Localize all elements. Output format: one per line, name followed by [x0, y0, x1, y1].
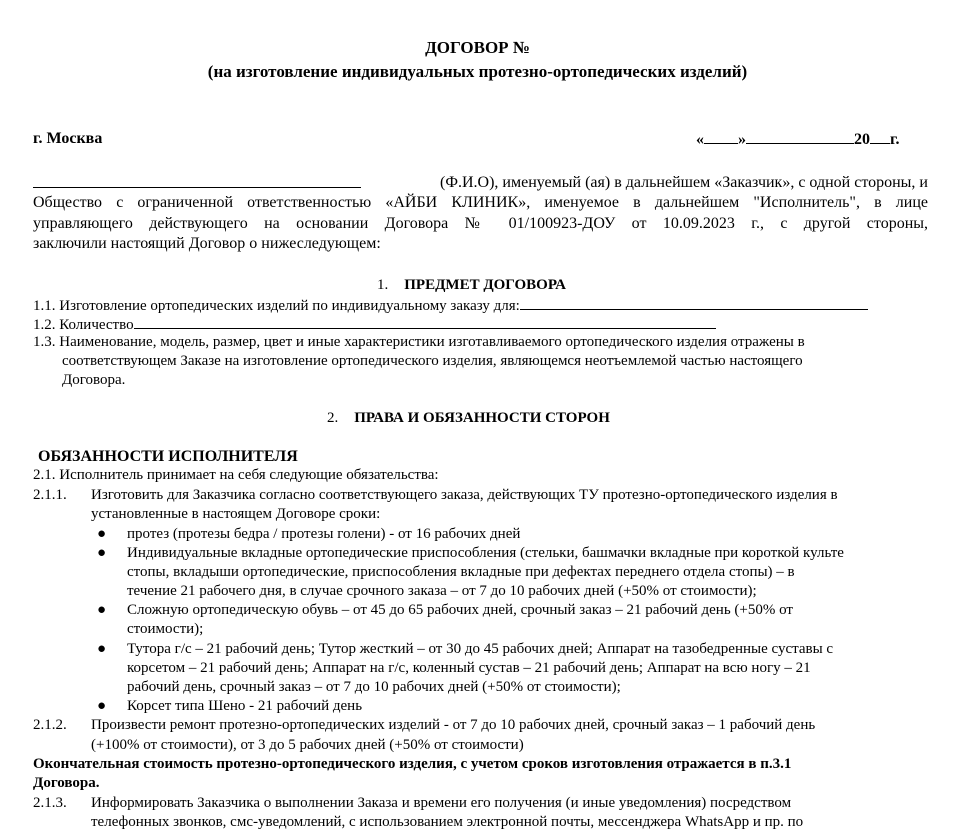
section-1-heading: 1. ПРЕДМЕТ ДОГОВОРА — [377, 277, 566, 293]
bullet-icon: ● — [97, 545, 107, 561]
bullet-4-line-3: рабочий день, срочный заказ – от 7 до 10 рабочих дней (+50% от стоимости); — [127, 679, 621, 695]
clause-2-1-3-line-1: Информировать Заказчика о выполнении Заказа и времени его получения (и иные уведомления) посредством — [91, 795, 792, 811]
contract-title: ДОГОВОР № — [425, 38, 530, 57]
final-cost-note-line-1: Окончательная стоимость протезно-ортопедического изделия, с учетом сроков изготовления отражается в п.3.1 — [33, 756, 792, 772]
city: г. Москва — [33, 130, 103, 147]
contract-date: « » 20 г. — [696, 131, 900, 148]
clause-2-1-3-line-2: телефонных звонков, смс-уведомлений, с использованием электронной почты, мессенджера WhatsApp и пр. по — [91, 814, 804, 830]
clause-1-1: 1.1. Изготовление ортопедических изделий по индивидуальному заказу для: — [33, 295, 868, 316]
clause-2-1-2-number: 2.1.2. — [33, 717, 67, 733]
final-cost-note-line-2: Договора. — [33, 775, 100, 791]
clause-2-1: 2.1. Исполнитель принимает на себя следующие обязательства: — [33, 467, 439, 483]
bullet-4-line-1: Тутора г/с – 21 рабочий день; Тутор жесткий – от 30 до 45 рабочих дней; Аппарат на тазобедренные суставы с — [127, 641, 834, 657]
bullet-icon: ● — [97, 602, 107, 618]
bullet-4-line-2: корсетом – 21 рабочий день; Аппарат на г/с, коленный сустав – 21 рабочий день; Аппарат на всю ногу – 21 — [127, 660, 811, 676]
product-blank — [520, 295, 868, 310]
clause-2-1-1-line-2: установленные в настоящем Договоре сроки: — [91, 506, 381, 522]
clause-2-1-1-number: 2.1.1. — [33, 487, 67, 503]
bullet-1: протез (протезы бедра / протезы голени) - от 16 рабочих дней — [127, 526, 521, 542]
bullet-icon: ● — [97, 698, 107, 714]
section-2-heading: 2. ПРАВА И ОБЯЗАННОСТИ СТОРОН — [327, 410, 610, 426]
bullet-3-line-2: стоимости); — [127, 621, 204, 637]
clause-2-1-2-line-1: Произвести ремонт протезно-ортопедических изделий - от 7 до 10 рабочих дней, срочный заказ – 1 рабочий день — [91, 717, 816, 733]
preamble-line-2: Общество с ограниченной ответственностью «АЙБИ КЛИНИК», именуемое в дальнейшем "Исполнитель", в лице — [33, 194, 928, 211]
bullet-2-line-1: Индивидуальные вкладные ортопедические приспособления (стельки, башмачки вкладные при короткой культе — [127, 545, 844, 561]
bullet-2-line-3: течение 21 рабочего дня, в случае срочного заказа – от 7 до 10 рабочих дней (+50% от стоимости); — [127, 583, 757, 599]
clause-1-2: 1.2. Количество — [33, 314, 716, 335]
preamble-line-1: (Ф.И.О), именуемый (ая) в дальнейшем «Заказчик», с одной стороны, и — [33, 173, 928, 193]
preamble-line-3: управляющего действующего на основании Договора № 01/100923-ДОУ от 10.09.2023 г., с другой стороны, — [33, 215, 928, 232]
quantity-blank — [134, 314, 716, 329]
clause-1-3-line-1: 1.3. Наименование, модель, размер, цвет и иные характеристики изготавливаемого ортопедического изделия отражены в — [33, 334, 805, 350]
bullet-3-line-1: Сложную ортопедическую обувь – от 45 до 65 рабочих дней, срочный заказ – 21 рабочий день (+50% от — [127, 602, 793, 618]
contract-subtitle: (на изготовление индивидуальных протезно-ортопедических изделий) — [207, 62, 748, 81]
bullet-icon: ● — [97, 641, 107, 657]
clause-1-3-line-2: соответствующем Заказе на изготовление ортопедического изделия, являющемся неотъемлемой частью настоящего — [62, 353, 803, 369]
customer-name-blank — [33, 173, 361, 188]
bullet-icon: ● — [97, 526, 107, 542]
executor-obligations-heading: ОБЯЗАННОСТИ ИСПОЛНИТЕЛЯ — [38, 448, 298, 465]
bullet-5: Корсет типа Шено - 21 рабочий день — [127, 698, 363, 714]
clause-2-1-3-number: 2.1.3. — [33, 795, 67, 811]
clause-2-1-2-line-2: (+100% от стоимости), от 3 до 5 рабочих дней (+50% от стоимости) — [91, 737, 524, 753]
preamble-line-4: заключили настоящий Договор о нижеследующем: — [33, 235, 381, 252]
clause-1-3-line-3: Договора. — [62, 372, 126, 388]
clause-2-1-1-line-1: Изготовить для Заказчика согласно соответствующего заказа, действующих ТУ протезно-ортопедического изделия в — [91, 487, 838, 503]
bullet-2-line-2: стопы, вкладыши ортопедические, приспособления вкладные при дефектах переднего отдела стопы) – в — [127, 564, 795, 580]
